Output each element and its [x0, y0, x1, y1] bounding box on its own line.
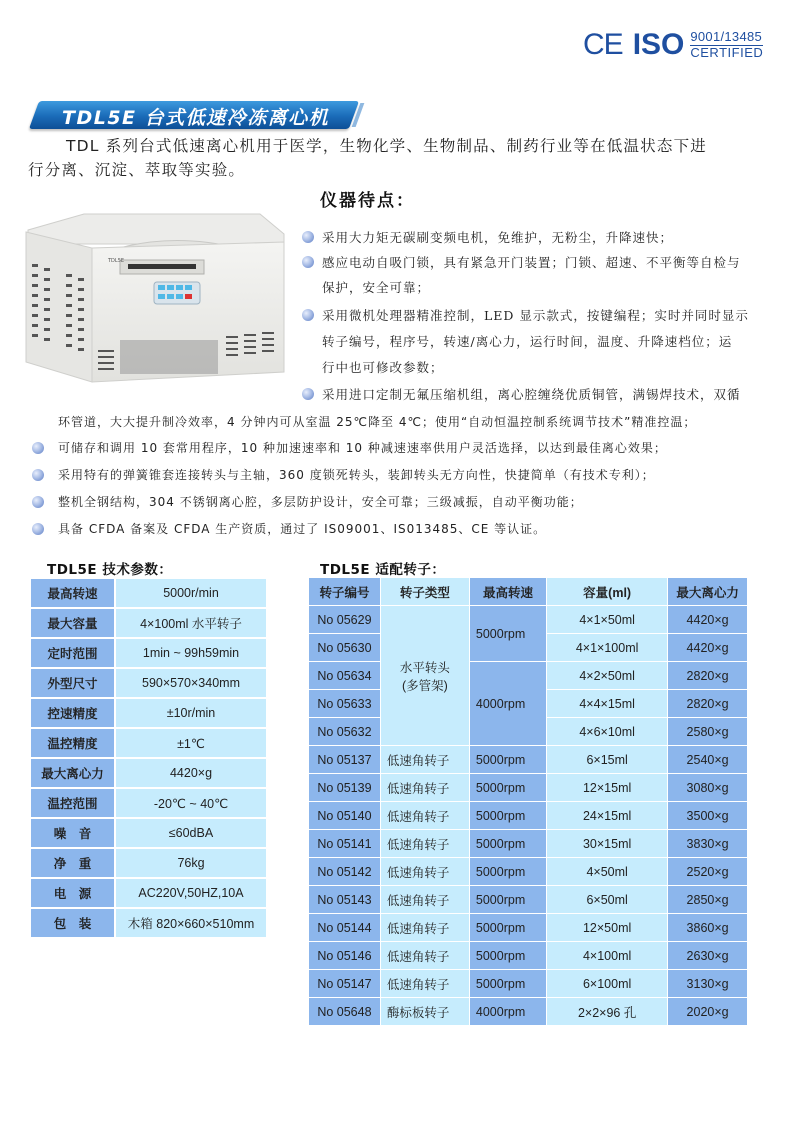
bullet-icon — [302, 256, 314, 268]
rotor-type: 低速角转子 — [380, 858, 469, 886]
rotor-capacity: 4×1×100ml — [547, 634, 668, 662]
page-title: TDL5E 台式低速冷冻离心机 — [62, 107, 330, 129]
rotor-type: 低速角转子 — [380, 802, 469, 830]
spec-value: 590×570×340mm — [115, 668, 266, 698]
rotor-capacity: 4×100ml — [547, 942, 668, 970]
rotor-speed: 4000rpm — [469, 998, 546, 1026]
iso-mark: ISO — [632, 28, 685, 61]
spec-value: 5000r/min — [115, 578, 266, 608]
table-row — [309, 886, 748, 914]
title-banner — [26, 101, 366, 131]
table-row — [31, 788, 266, 818]
rotor-type-merged — [380, 606, 469, 746]
spec-value: -20℃ ~ 40℃ — [115, 788, 266, 818]
ce-mark: CE — [583, 28, 623, 61]
rotor-capacity: 24×15ml — [547, 802, 668, 830]
bullet-icon — [32, 442, 44, 454]
rotors-title: TDL5E 适配转子： — [320, 562, 446, 578]
rotor-capacity: 2×2×96 孔 — [547, 998, 668, 1026]
rotor-speed: 5000rpm — [469, 830, 546, 858]
bullet-icon — [302, 388, 314, 400]
spec-key: 外型尺寸 — [31, 668, 115, 698]
table-row — [31, 668, 266, 698]
rotor-id: No 05648 — [309, 998, 381, 1026]
rotor-type: 水平转头 — [399, 660, 450, 675]
rotor-rcf: 2580×g — [668, 718, 748, 746]
spec-value: ≤60dBA — [115, 818, 266, 848]
rotor-type-sub: (多管架) — [401, 678, 448, 693]
rotor-capacity: 4×2×50ml — [547, 662, 668, 690]
table-row — [309, 746, 748, 774]
feature-item-cont: 行中也可修改参数； — [322, 360, 444, 375]
table-row — [31, 908, 266, 938]
rotor-type: 低速角转子 — [380, 774, 469, 802]
bullet-icon — [302, 309, 314, 321]
rotor-type: 低速角转子 — [380, 886, 469, 914]
spec-value: 76kg — [115, 848, 266, 878]
rotor-speed: 5000rpm — [469, 914, 546, 942]
table-row — [31, 608, 266, 638]
rotor-id: No 05629 — [309, 606, 381, 634]
table-row — [309, 998, 748, 1026]
rotor-rcf: 2820×g — [668, 690, 748, 718]
table-row — [309, 606, 748, 634]
rotor-speed: 5000rpm — [469, 858, 546, 886]
rotor-type: 低速角转子 — [380, 746, 469, 774]
rotor-type: 低速角转子 — [380, 830, 469, 858]
rotor-capacity: 12×15ml — [547, 774, 668, 802]
specs-title: TDL5E 技术参数： — [47, 562, 173, 578]
col-header: 容量(ml) — [547, 578, 668, 606]
rotor-rcf: 3860×g — [668, 914, 748, 942]
table-row — [309, 830, 748, 858]
col-header: 最高转速 — [469, 578, 546, 606]
rotor-rcf: 2540×g — [668, 746, 748, 774]
rotor-rcf: 2520×g — [668, 858, 748, 886]
rotor-id: No 05137 — [309, 746, 381, 774]
table-row — [31, 848, 266, 878]
feature-item: 采用进口定制无氟压缩机组，离心腔缠绕优质铜管，满锡焊技术，双循 — [322, 387, 741, 402]
rotor-type: 酶标板转子 — [380, 998, 469, 1026]
feature-item: 采用微机处理器精准控制，LED 显示款式，按键编程；实时并同时显示 — [322, 308, 749, 323]
table-row — [31, 638, 266, 668]
rotor-id: No 05143 — [309, 886, 381, 914]
table-row — [31, 818, 266, 848]
rotor-rcf: 3500×g — [668, 802, 748, 830]
rotor-type: 低速角转子 — [380, 970, 469, 998]
iso-numbers: 9001/13485 — [690, 29, 763, 44]
rotor-speed: 5000rpm — [469, 774, 546, 802]
rotor-speed: 5000rpm — [469, 886, 546, 914]
table-row — [309, 662, 748, 690]
certified-label: CERTIFIED — [690, 45, 764, 60]
rotor-rcf: 3830×g — [668, 830, 748, 858]
rotor-capacity: 4×4×15ml — [547, 690, 668, 718]
rotor-speed: 5000rpm — [469, 970, 546, 998]
spec-key: 温控精度 — [31, 728, 115, 758]
rotor-id: No 05141 — [309, 830, 381, 858]
iso-standards — [690, 30, 763, 60]
table-row — [309, 802, 748, 830]
specs-table — [31, 577, 266, 938]
rotor-rcf: 2020×g — [668, 998, 748, 1026]
features-title: 仪器待点： — [320, 191, 415, 211]
feature-item-cont: 保护，安全可靠； — [322, 280, 431, 295]
rotor-id: No 05632 — [309, 718, 381, 746]
rotor-rcf: 4420×g — [668, 634, 748, 662]
table-row — [309, 774, 748, 802]
rotor-speed: 4000rpm — [469, 662, 546, 746]
col-header: 转子类型 — [380, 578, 469, 606]
spec-value: 4420×g — [115, 758, 266, 788]
rotor-capacity: 4×1×50ml — [547, 606, 668, 634]
rotor-id: No 05144 — [309, 914, 381, 942]
table-row — [31, 728, 266, 758]
rotor-rcf: 2820×g — [668, 662, 748, 690]
rotor-id: No 05630 — [309, 634, 381, 662]
table-row — [309, 858, 748, 886]
feature-item-cont: 转子编号，程序号，转速/离心力，运行时间，温度、升降速档位；运 — [322, 334, 733, 349]
rotor-capacity: 30×15ml — [547, 830, 668, 858]
spec-key: 噪 音 — [31, 818, 115, 848]
rotor-id: No 05139 — [309, 774, 381, 802]
spec-value: 木箱 820×660×510mm — [115, 908, 266, 938]
rotor-capacity: 6×15ml — [547, 746, 668, 774]
rotor-speed: 5000rpm — [469, 606, 546, 662]
rotor-id: No 05140 — [309, 802, 381, 830]
rotor-id: No 05634 — [309, 662, 381, 690]
rotor-capacity: 12×50ml — [547, 914, 668, 942]
col-header: 最大离心力 — [668, 578, 748, 606]
rotor-type: 低速角转子 — [380, 942, 469, 970]
bullet-icon — [302, 231, 314, 243]
bullet-icon — [32, 469, 44, 481]
rotor-rcf: 2850×g — [668, 886, 748, 914]
feature-item: 采用大力矩无碳刷变频电机，免维护，无粉尘，升降速快； — [322, 230, 674, 245]
table-header-row — [309, 578, 748, 606]
rotor-rcf: 2630×g — [668, 942, 748, 970]
spec-key: 净 重 — [31, 848, 115, 878]
certification-logo — [583, 28, 763, 62]
table-row — [309, 942, 748, 970]
rotor-id: No 05146 — [309, 942, 381, 970]
bullet-icon — [32, 523, 44, 535]
table-row — [31, 698, 266, 728]
rotors-table — [308, 577, 748, 1026]
spec-key: 最高转速 — [31, 578, 115, 608]
rotor-id: No 05147 — [309, 970, 381, 998]
feature-item: 具备 CFDA 备案及 CFDA 生产资质，通过了 IS09001、IS013485、CE 等认证。 — [58, 522, 547, 536]
intro-line-2: 行分离、沉淀、萃取等实验。 — [28, 161, 246, 179]
feature-item-cont: 环管道，大大提升制冷效率，4 分钟内可从室温 25℃降至 4℃；使用“自动恒温控制系统调节技术”精准控温； — [58, 415, 697, 429]
spec-key: 包 装 — [31, 908, 115, 938]
spec-value: ±1℃ — [115, 728, 266, 758]
table-row — [31, 878, 266, 908]
feature-item: 采用特有的弹簧锥套连接转头与主轴，360 度锁死转头，装卸转头无方向性，快捷简单（有技术专利）； — [58, 468, 655, 482]
spec-value: ±10r/min — [115, 698, 266, 728]
spec-value: AC220V,50HZ,10A — [115, 878, 266, 908]
feature-item: 可储存和调用 10 套常用程序，10 种加速速率和 10 种减速速率供用户灵活选择，以达到最佳离心效果； — [58, 441, 667, 455]
centrifuge-icon — [22, 192, 298, 392]
rotor-capacity: 6×50ml — [547, 886, 668, 914]
table-row — [309, 914, 748, 942]
feature-item: 感应电动自吸门锁，具有紧急开门装置；门锁、超速、不平衡等自检与 — [322, 255, 741, 270]
svg-text:TDL5E: TDL5E — [108, 258, 125, 264]
intro-paragraph — [28, 134, 768, 182]
intro-line-1: TDL 系列台式低速离心机用于医学，生物化学、生物制品、制药行业等在低温状态下进 — [66, 137, 707, 155]
table-row — [309, 970, 748, 998]
rotor-type: 低速角转子 — [380, 914, 469, 942]
spec-key: 定时范围 — [31, 638, 115, 668]
feature-item: 整机全钢结构，304 不锈钢离心腔，多层防护设计，安全可靠；三级减振，自动平衡功能； — [58, 495, 583, 509]
rotor-rcf: 3130×g — [668, 970, 748, 998]
rotor-speed: 5000rpm — [469, 802, 546, 830]
rotor-speed: 5000rpm — [469, 942, 546, 970]
bullet-icon — [32, 496, 44, 508]
rotor-rcf: 3080×g — [668, 774, 748, 802]
spec-key: 最大离心力 — [31, 758, 115, 788]
spec-value: 4×100ml 水平转子 — [115, 608, 266, 638]
spec-value: 1min ~ 99h59min — [115, 638, 266, 668]
table-row — [31, 758, 266, 788]
spec-key: 最大容量 — [31, 608, 115, 638]
table-row — [31, 578, 266, 608]
rotor-speed: 5000rpm — [469, 746, 546, 774]
rotor-capacity: 4×6×10ml — [547, 718, 668, 746]
rotor-rcf: 4420×g — [668, 606, 748, 634]
spec-key: 电 源 — [31, 878, 115, 908]
col-header: 转子编号 — [309, 578, 381, 606]
centrifuge-image — [22, 192, 298, 392]
rotor-capacity: 4×50ml — [547, 858, 668, 886]
spec-key: 温控范围 — [31, 788, 115, 818]
rotor-id: No 05633 — [309, 690, 381, 718]
rotor-capacity: 6×100ml — [547, 970, 668, 998]
spec-key: 控速精度 — [31, 698, 115, 728]
rotor-id: No 05142 — [309, 858, 381, 886]
